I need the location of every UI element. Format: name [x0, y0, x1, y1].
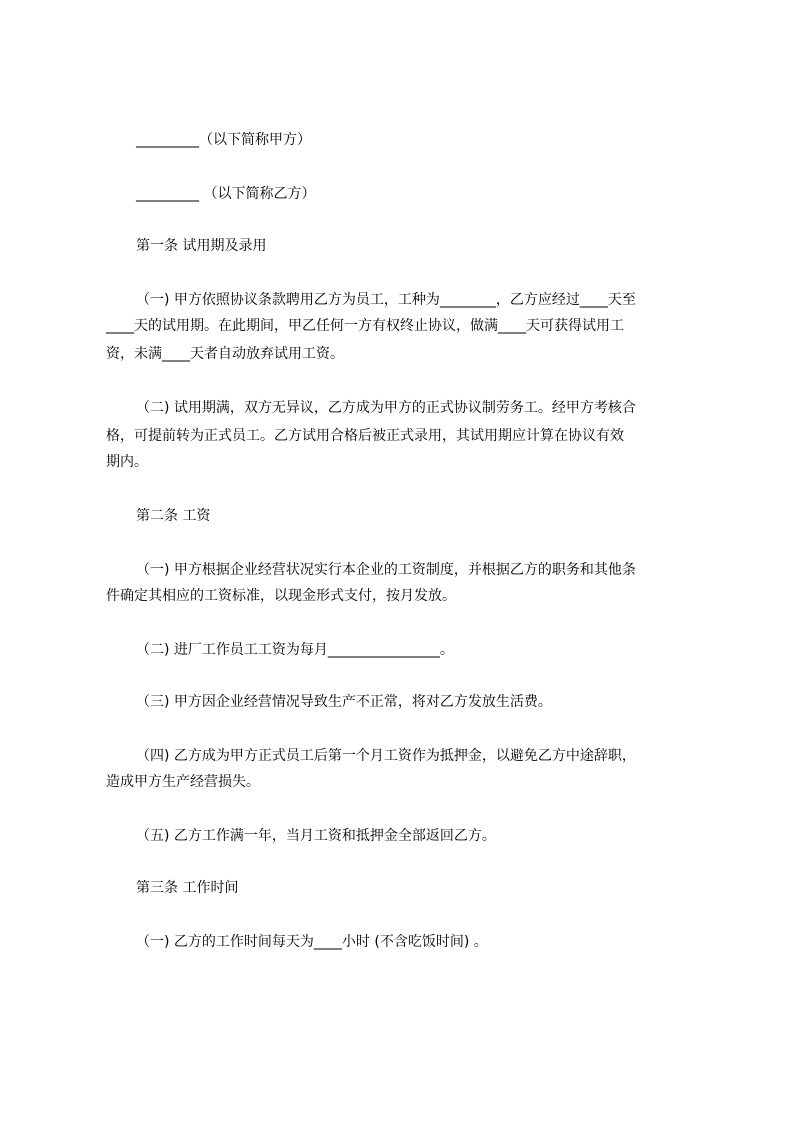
article-1-para-1-line-3: 资，未满____天者自动放弃试用工资。	[106, 346, 344, 362]
party-a-line: _________（以下简称甲方）	[136, 132, 311, 148]
article-2-heading: 第二条 工资	[136, 508, 211, 524]
article-1-heading: 第一条 试用期及录用	[136, 238, 267, 254]
article-2-para-4-line-2: 造成甲方生产经营损失。	[106, 774, 260, 790]
article-2-para-5: （五) 乙方工作满一年，当月工资和抵押金全部返回乙方。	[136, 828, 496, 844]
article-3-para-1: （一) 乙方的工作时间每天为____小时 (不含吃饭时间) 。	[136, 934, 488, 950]
article-2-para-2: （二) 进厂工作员工工资为每月________________。	[136, 642, 454, 658]
article-3-heading: 第三条 工作时间	[136, 880, 239, 896]
article-1-para-2-line-2: 格，可提前转为正式员工。乙方试用合格后被正式录用，其试用期应计算在协议有效	[106, 428, 624, 444]
article-1-para-2-line-1: （二) 试用期满，双方无异议，乙方成为甲方的正式协议制劳务工。经甲方考核合	[136, 400, 636, 416]
article-2-para-3: （三) 甲方因企业经营情况导致生产不正常，将对乙方发放生活费。	[136, 694, 552, 710]
article-2-para-1-line-2: 件确定其相应的工资标准，以现金形式支付，按月发放。	[106, 588, 456, 604]
article-2-para-1-line-1: （一) 甲方根据企业经营状况实行本企业的工资制度，并根据乙方的职务和其他条	[136, 562, 636, 578]
article-2-para-4-line-1: （四) 乙方成为甲方正式员工后第一个月工资作为抵押金，以避免乙方中途辞职，	[136, 748, 636, 764]
article-1-para-2-line-3: 期内。	[106, 454, 148, 470]
article-1-para-1-line-2: ____天的试用期。在此期间，甲乙任何一方有权终止协议，做满____天可获得试用工	[106, 318, 624, 334]
article-1-para-1-line-1: （一) 甲方依照协议条款聘用乙方为员工，工种为________，乙方应经过____天至	[136, 292, 636, 308]
party-b-line: _________ （以下简称乙方）	[136, 186, 316, 202]
